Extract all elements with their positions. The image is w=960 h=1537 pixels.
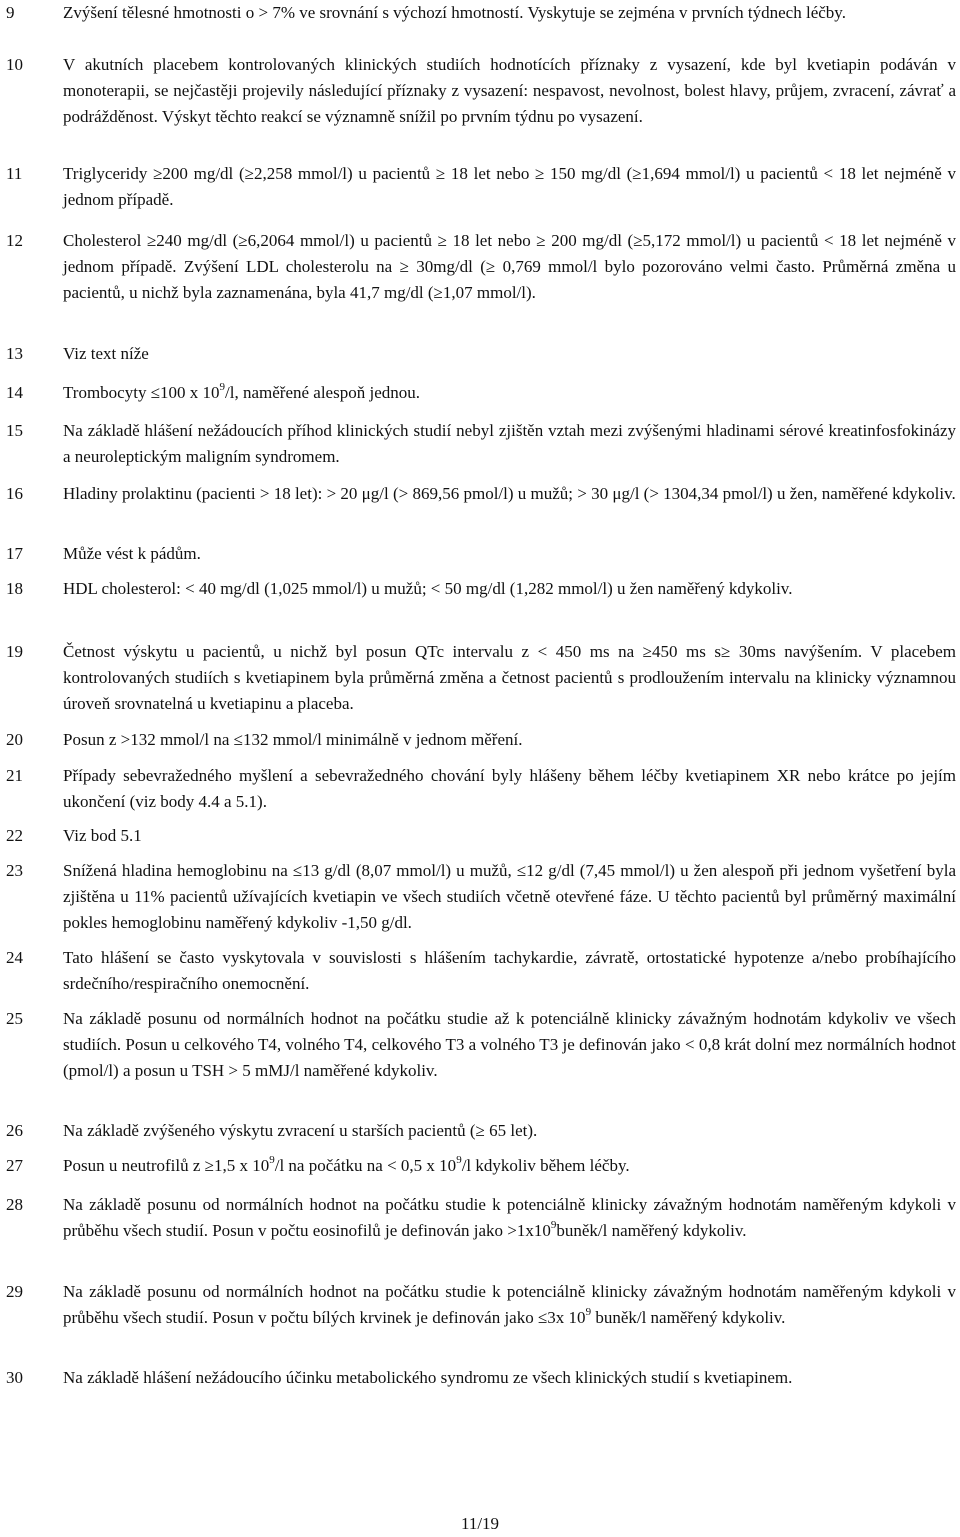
text-run: Viz bod 5.1 — [63, 826, 142, 845]
text-run: Případy sebevražedného myšlení a sebevražedného chování byly hlášeny během léčby kvetiapinem XR nebo krátce po jejím ukončení (viz body 4.4 a 5.1). — [63, 766, 956, 811]
footnote-text — [63, 1279, 956, 1331]
text-run: Na základě hlášení nežádoucích příhod klinických studií nebyl zjištěn vztah mezi zvýšenými hladinami sérové kreatinfosfokinázy a neuroleptickým maligním syndromem. — [63, 421, 956, 466]
footnote-number: 24 — [6, 948, 23, 967]
footnote-number: 30 — [6, 1368, 23, 1387]
footnote-number: 21 — [6, 766, 23, 785]
text-run: Hladiny prolaktinu (pacienti > 18 let): > 20 μg/l (> 869,56 pmol/l) u mužů; > 30 μg/l (> 1304,34 pmol/l) u žen, naměřené kdykoliv. — [63, 484, 956, 503]
superscript: 9 — [456, 1154, 462, 1167]
footnote-text — [63, 341, 956, 367]
footnote-text — [63, 541, 956, 567]
footnote-text — [63, 52, 956, 130]
footnote-number: 17 — [6, 544, 23, 563]
footnote-number: 27 — [6, 1156, 23, 1175]
footnote-item — [6, 418, 956, 470]
footnote-number: 22 — [6, 826, 23, 845]
text-run: HDL cholesterol: < 40 mg/dl (1,025 mmol/l) u mužů; < 50 mg/dl (1,282 mmol/l) u žen naměřený kdykoliv. — [63, 579, 793, 598]
footnote-item — [6, 823, 956, 849]
footnote-item — [6, 945, 956, 997]
footnote-number: 16 — [6, 484, 23, 503]
footnote-number: 14 — [6, 383, 23, 402]
footnote-text — [63, 1365, 956, 1391]
text-run: /l kdykoliv během léčby. — [461, 1156, 630, 1175]
text-run: Na základě posunu od normálních hodnot na počátku studie k potenciálně klinicky závažným hodnotám naměřeným kdykoli v průběhu všech studií. Posun v počtu bílých krvinek je definován jako ≤3x 10 — [63, 1282, 956, 1327]
text-run: Zvýšení tělesné hmotnosti o > 7% ve srovnání s výchozí hmotností. Vyskytuje se zejména v prvních týdnech léčby. — [63, 3, 846, 22]
text-run: buněk/l naměřený kdykoliv. — [556, 1221, 747, 1240]
text-run: V akutních placebem kontrolovaných klinických studiích hodnotících příznaky z vysazení, kde byl kvetiapin podáván v monoterapii, se nejčastěji projevily následující příznaky z vysazení: nespavost, nevolnost, bolest hlavy, průjem, zvracení, závrať a podrážděnost. Výskyt těchto reakcí se významně snížil po prvním týdnu po vysazení. — [63, 55, 956, 126]
text-run: Na základě zvýšeného výskytu zvracení u starších pacientů (≥ 65 let). — [63, 1121, 538, 1140]
text-run: Na základě posunu od normálních hodnot na počátku studie k potenciálně klinicky závažným hodnotám naměřeným kdykoli v průběhu všech studií. Posun v počtu eosinofilů je definován jako >1x10 — [63, 1195, 956, 1240]
footnote-text — [63, 727, 956, 753]
footnote-item — [6, 228, 956, 306]
footnote-number: 9 — [6, 3, 15, 22]
footnote-number: 23 — [6, 861, 23, 880]
footnote-text — [63, 1192, 956, 1244]
text-run: Tato hlášení se často vyskytovala v souvislosti s hlášením tachykardie, závratě, ortostatické hypotenze a/nebo probíhajícího srdečního/respiračního onemocnění. — [63, 948, 956, 993]
text-run: buněk/l naměřený kdykoliv. — [591, 1308, 786, 1327]
footnote-item — [6, 1192, 956, 1244]
footnote-number: 19 — [6, 642, 23, 661]
text-run: Posun z >132 mmol/l na ≤132 mmol/l minimálně v jednom měření. — [63, 730, 523, 749]
text-run: Trombocyty ≤100 x 10 — [63, 383, 220, 402]
text-run: Triglyceridy ≥200 mg/dl (≥2,258 mmol/l) u pacientů ≥ 18 let nebo ≥ 150 mg/dl (≥1,694 mmol/l) u pacientů < 18 let nejméně v jednom případě. — [63, 164, 956, 209]
superscript: 9 — [269, 1154, 275, 1167]
footnote-text — [63, 858, 956, 936]
footnote-item — [6, 1118, 956, 1144]
footnote-item — [6, 161, 956, 213]
footnote-text — [63, 1118, 956, 1144]
footnote-item — [6, 541, 956, 567]
footnote-text — [63, 639, 956, 717]
footnote-text — [63, 1153, 956, 1179]
footnote-item — [6, 1153, 956, 1179]
text-run: Snížená hladina hemoglobinu na ≤13 g/dl (8,07 mmol/l) u mužů, ≤12 g/dl (7,45 mmol/l) u žen alespoň při jednom vyšetření byla zjištěna u 11% pacientů užívajících kvetiapin ve všech studiích včetně otevřené fáze. U těchto pacientů byl průměrný maximální pokles hemoglobinu naměřený kdykoliv -1,50 g/dl. — [63, 861, 956, 932]
footnote-item — [6, 639, 956, 717]
text-run: Četnost výskytu u pacientů, u nichž byl posun QTc intervalu z < 450 ms na ≥450 ms s≥ 30ms navýšením. V placebem kontrolovaných studiích s kvetiapinem byla průměrná změna a četnost pacientů s prodloužením intervalu na klinicky významnou úroveň srovnatelná u kvetiapinu a placeba. — [63, 642, 956, 713]
text-run: Na základě posunu od normálních hodnot na počátku studie až k potenciálně klinicky závažným hodnotám kdykoliv ve všech studiích. Posun u celkového T4, volného T4, celkového T3 a volného T3 je definován jako < 0,8 krát dolní mez normálních hodnot (pmol/l) a posun u TSH > 5 mMJ/l naměřené kdykoliv. — [63, 1009, 956, 1080]
footnote-item — [6, 858, 956, 936]
footnote-number: 13 — [6, 344, 23, 363]
footnote-item — [6, 52, 956, 130]
text-run: /l na počátku na < 0,5 x 10 — [274, 1156, 457, 1175]
text-run: Cholesterol ≥240 mg/dl (≥6,2064 mmol/l) u pacientů ≥ 18 let nebo ≥ 200 mg/dl (≥5,172 mmol/l) u pacientů < 18 let nejméně v jednom případě. Zvýšení LDL cholesterolu na ≥ 30mg/dl (≥ 0,769 mmol/l bylo pozorováno velmi často. Průměrná změna u pacientů, u nichž byla zaznamenána, byla 41,7 mg/dl (≥1,07 mmol/l). — [63, 231, 956, 302]
footnote-number: 15 — [6, 421, 23, 440]
footnote-number: 20 — [6, 730, 23, 749]
footnote-number: 25 — [6, 1009, 23, 1028]
footnote-number: 11 — [6, 164, 23, 183]
footnote-text — [63, 823, 956, 849]
page-number: 11/19 — [460, 1514, 500, 1533]
superscript: 9 — [550, 1219, 557, 1232]
footnote-number: 18 — [6, 579, 23, 598]
footnote-number: 10 — [6, 55, 23, 74]
footnote-number: 29 — [6, 1282, 23, 1301]
footnote-item — [6, 1365, 956, 1391]
footnote-item — [6, 481, 956, 507]
footnote-item — [6, 341, 956, 367]
footnote-text — [63, 576, 956, 602]
superscript: 9 — [219, 381, 226, 394]
footnote-text — [63, 763, 956, 815]
footnote-text — [63, 0, 956, 26]
footnote-number: 12 — [6, 231, 23, 250]
footnote-item — [6, 380, 956, 406]
footnote-text — [63, 945, 956, 997]
footnote-number: 28 — [6, 1195, 23, 1214]
text-run: Na základě hlášení nežádoucího účinku metabolického syndromu ze všech klinických studií s kvetiapinem. — [63, 1368, 793, 1387]
footnote-item — [6, 0, 956, 26]
text-run: Posun u neutrofilů z ≥1,5 x 10 — [63, 1156, 270, 1175]
text-run: /l, naměřené alespoň jednou. — [225, 383, 420, 402]
footnote-text — [63, 1006, 956, 1084]
footnote-text — [63, 161, 956, 213]
footnote-item — [6, 727, 956, 753]
superscript: 9 — [585, 1306, 592, 1319]
footnote-text — [63, 228, 956, 306]
footnote-item — [6, 763, 956, 815]
footnote-item — [6, 576, 956, 602]
footnote-item — [6, 1006, 956, 1084]
footnote-text — [63, 418, 956, 470]
footnote-text — [63, 380, 956, 406]
text-run: Může vést k pádům. — [63, 544, 201, 563]
footnote-number: 26 — [6, 1121, 23, 1140]
text-run: Viz text níže — [63, 344, 149, 363]
footnote-item — [6, 1279, 956, 1331]
footnote-text — [63, 481, 956, 507]
